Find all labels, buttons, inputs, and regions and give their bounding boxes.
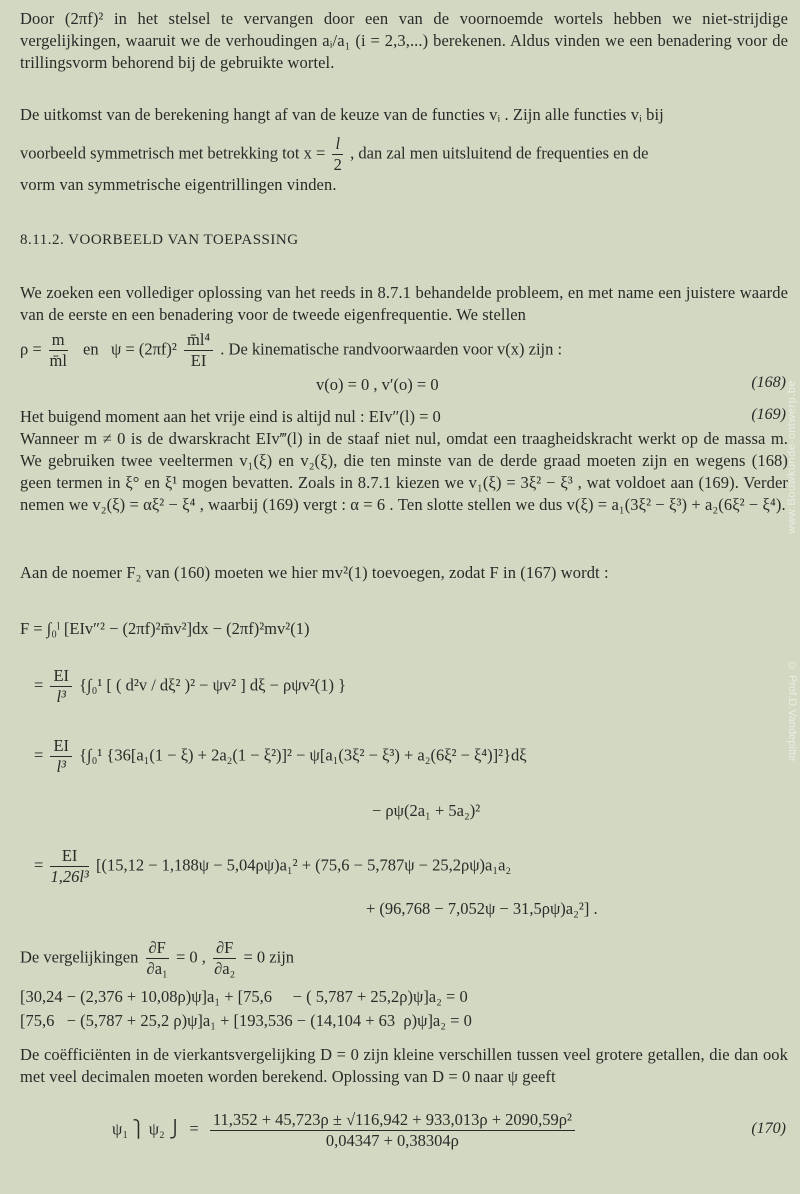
dF1-den: ∂a₁	[146, 959, 168, 978]
fraction-numerator: l	[332, 134, 343, 155]
dF2-den: ∂a₂	[214, 959, 236, 978]
paragraph-determinant: De coëfficiënten in de vierkantsvergelijking D = 0 zijn kleine verschillen tussen veel grotere getallen, die dan ook met veel decimalen moeten worden berekend. Oplossing van D = 0 naar ψ geeft	[20, 1045, 788, 1086]
fraction-denominator: 2	[333, 155, 342, 174]
F4-coef-num: EI	[50, 846, 88, 867]
equation-F-line4: = $\frac{EI}{\text{1,26l³}}$ [(15,12 − 1,188ψ − 5,04ρψ)a₁² + (75,6 − 5,787ψ − 25,2ρψ)a₁a₂	[34, 846, 512, 886]
F3-coef-num: EI	[50, 736, 72, 757]
psi-solution-numerator: 11,352 + 45,723ρ ± √116,942 + 933,013ρ + 2090,59ρ²	[210, 1110, 575, 1131]
equation-168: v(o) = 0 , v′(o) = 0	[316, 375, 439, 394]
F2-body: {∫₀¹ [ ( d²v / dξ² )² − ψv² ] dξ − ρψv²(1) }	[79, 675, 347, 695]
rho-denominator: m̄l	[49, 351, 67, 370]
en-word: en	[83, 339, 99, 359]
paragraph-functions: De uitkomst van de berekening hangt af van de keuze van de functies vᵢ . Zijn alle functies vᵢ bij	[20, 105, 664, 124]
F2-coefficient	[50, 666, 72, 707]
psi-fraction	[184, 330, 213, 371]
F3-body: {∫₀¹ {36[a₁(1 − ξ) + 2a₂(1 − ξ²)]² − ψ[a₁(3ξ² − ξ³) + a₂(6ξ² − ξ⁴)]²}dξ	[79, 745, 527, 765]
equation-F-line1: F = ∫₀ˡ [EIv″² − (2πf)²m̄v²]dx − (2πf)²mv²(1)	[20, 619, 310, 638]
fraction-l-over-2	[332, 134, 343, 175]
dF-da1-fraction	[146, 938, 169, 979]
equation-F-line3-tail: − ρψ(2a₁ + 5a₂)²	[372, 801, 481, 820]
symmetry-line	[20, 134, 648, 175]
paragraph-functions-end: vorm van symmetrische eigentrillingen vinden.	[20, 175, 337, 194]
paragraph-intro: Door (2πf)² in het stelsel te vervangen door een van de voornoemde wortels hebben we niet-strijdige vergelijkingen, waaruit we de verhoudingen aᵢ/a₁ (i = 2,3,...) berekenen. Aldus vinden we een benadering voor de trillingsvorm behorend bij de gebruikte wortel.	[20, 9, 788, 72]
paragraph-problem: We zoeken een vollediger oplossing van het reeds in 8.7.1 behandelde probleem, en met name een juistere waarde van de eerste en een benadering voor de tweede eigenfrequentie. We stellen	[20, 283, 788, 324]
equation-F-line4-tail: + (96,768 − 7,052ψ − 31,5ρψ)a₂²] .	[366, 899, 598, 918]
watermark-copyright: © Prof.D.Vandepitte	[786, 660, 798, 762]
psi-denominator: EI	[190, 351, 207, 370]
psi-solution-denominator: 0,04347 + 0,38304ρ	[325, 1131, 459, 1150]
F3-coefficient	[50, 736, 72, 777]
equation-number-170: (170)	[751, 1120, 786, 1137]
equation-number-169: (169)	[751, 406, 786, 423]
equation-170: ψ₁ ⎫ ψ₂ ⎭ = $\frac{\text{11,352 + 45,723ρ ± √116,942 + 933,013ρ + 2090,59ρ²}}{0,04347 + 0,38304\rho}$	[112, 1110, 578, 1151]
rho-numerator: m	[49, 330, 68, 351]
paragraph-denominator: Aan de noemer F₂ van (160) moeten we hier mv²(1) toevoegen, zodat F in (167) wordt :	[20, 563, 609, 582]
symmetry-text: voorbeeld symmetrisch met betrekking tot x =	[20, 143, 326, 163]
kinematic-text: . De kinematische randvoorwaarden voor v(x) zijn :	[220, 339, 563, 359]
psi12-label: ψ₁ ⎫ ψ₂ ⎭	[112, 1119, 182, 1139]
F4-coef-den: 1,26l³	[50, 867, 89, 886]
derivative-mid: = 0 ,	[175, 947, 206, 967]
dF2-num: ∂F	[213, 938, 236, 959]
watermark-site: www.Bouwkunde-ontwerp.be	[786, 380, 798, 534]
dF1-num: ∂F	[146, 938, 169, 959]
F2-coef-den: l³	[56, 687, 66, 706]
symmetry-text-end: , dan zal men uitsluitend de frequenties en de	[350, 143, 649, 163]
derivative-intro: De vergelijkingen	[20, 947, 139, 967]
rho-label: ρ =	[20, 339, 42, 359]
dF-da2-fraction	[213, 938, 236, 979]
definition-line	[20, 330, 562, 371]
moment-line: Het buigend moment aan het vrije eind is altijd nul : EIv″(l) = 0	[20, 407, 441, 426]
equation-F-line3: = $\frac{EI}{\text{l³}}$ {∫₀¹ {36[a₁(1 − ξ) + 2a₂(1 − ξ²)]² − ψ[a₁(3ξ² − ξ³) + a₂(6ξ² − ξ⁴)]²}dξ	[34, 736, 527, 776]
psi-numerator: m̄l⁴	[184, 330, 213, 351]
psi-solution-fraction	[210, 1110, 575, 1151]
equation-F-line2: = $\frac{EI}{\text{l³}}$ {∫₀¹ [ ( d²v / dξ² )² − ψv² ] dξ − ρψv²(1) }	[34, 666, 347, 706]
derivative-end: = 0 zijn	[243, 947, 295, 967]
psi-label: ψ = (2πf)²	[110, 339, 177, 359]
F4-coefficient	[50, 846, 88, 887]
F2-coef-num: EI	[50, 666, 72, 687]
rho-fraction	[49, 330, 68, 371]
derivative-line	[20, 938, 294, 979]
system-equation-2: [75,6 − (5,787 + 25,2 ρ)ψ]a₁ + [193,536 − (14,104 + 63 ρ)ψ]a₂ = 0	[20, 1011, 472, 1030]
paragraph-polynomials: Wanneer m ≠ 0 is de dwarskracht EIv‴(l) in de staaf niet nul, omdat een traagheidskracht werkt op de massa m. We gebruiken twee veeltermen v₁(ξ) en v₂(ξ), die ten minste van de derde graad moeten zijn en wegens (168) geen termen in ξ° en ξ¹ mogen bevatten. Zoals in 8.7.1 kiezen we v₁(ξ) = 3ξ² − ξ³ , wat voldoet aan (169). Verder nemen we v₂(ξ) = αξ² − ξ⁴ , waarbij (169) vergt : α = 6 . Ten slotte stellen we dus v(ξ) = a₁(3ξ² − ξ³) + a₂(6ξ² − ξ⁴).	[20, 429, 788, 514]
section-heading: 8.11.2. VOORBEELD VAN TOEPASSING	[20, 232, 299, 248]
F3-coef-den: l³	[56, 757, 66, 776]
system-equation-1: [30,24 − (2,376 + 10,08ρ)ψ]a₁ + [75,6 − ( 5,787 + 25,2ρ)ψ]a₂ = 0	[20, 987, 468, 1006]
equation-number-168: (168)	[751, 374, 786, 391]
F4-body: [(15,12 − 1,188ψ − 5,04ρψ)a₁² + (75,6 − 5,787ψ − 25,2ρψ)a₁a₂	[95, 855, 512, 875]
